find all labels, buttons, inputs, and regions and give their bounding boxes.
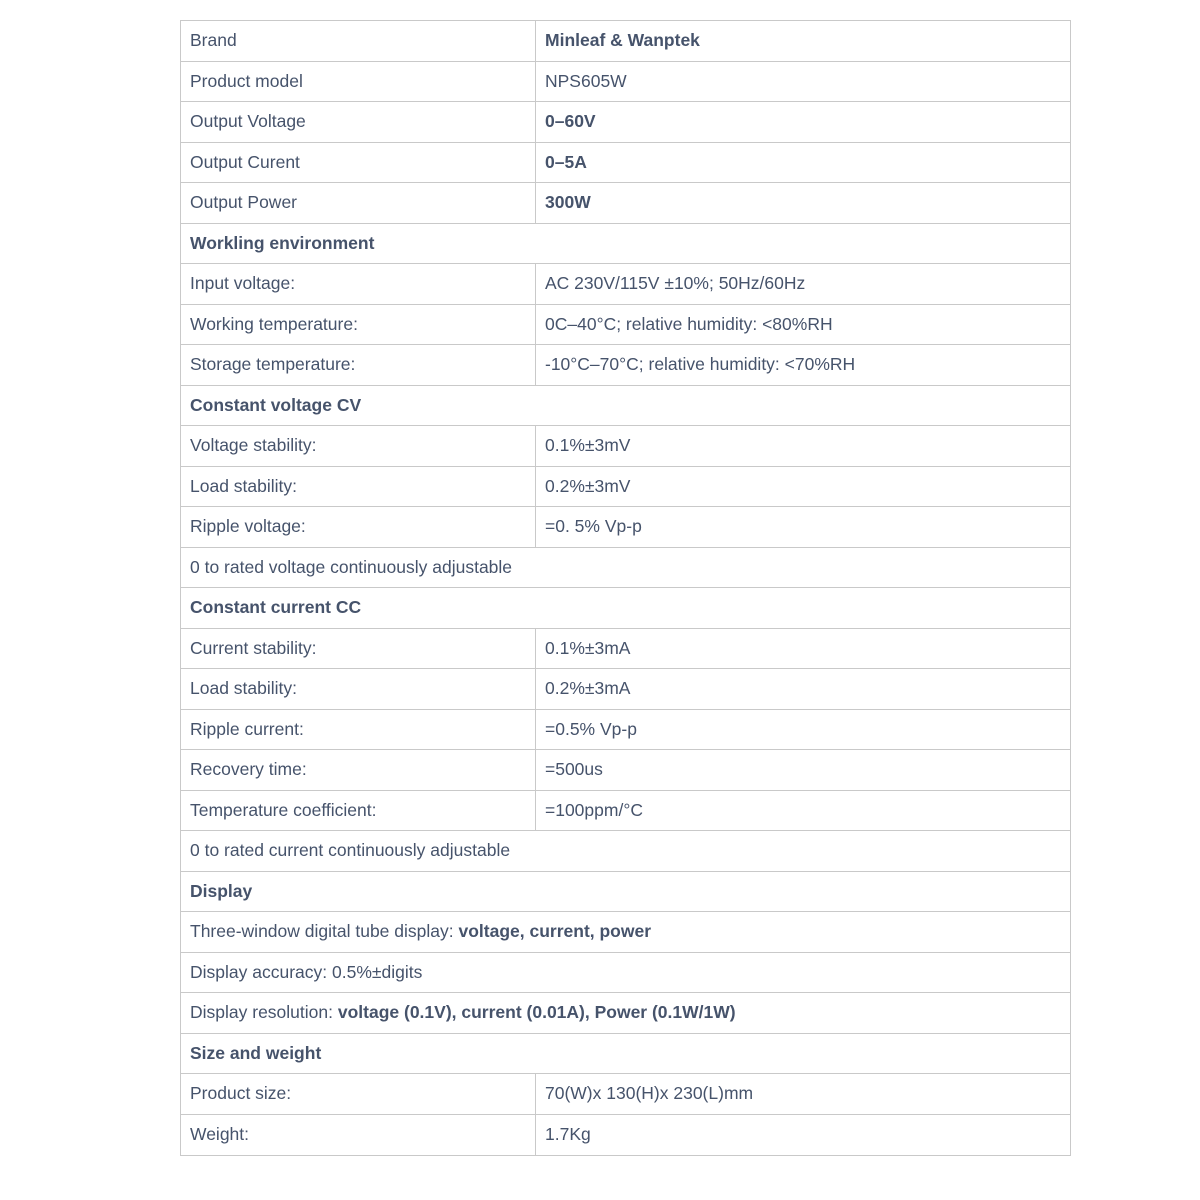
- spec-row: [181, 183, 1070, 224]
- spec-label: Output Curent: [181, 143, 536, 183]
- spec-label: Brand: [181, 21, 536, 61]
- spec-value: 70(W)x 130(H)x 230(L)mm: [545, 1083, 754, 1104]
- note-text-plain: 0 to rated current continuously adjustable: [190, 840, 511, 861]
- note-text: [181, 831, 1070, 871]
- spec-row: [181, 791, 1070, 832]
- spec-value: 0.2%±3mA: [545, 678, 631, 699]
- spec-row: [181, 629, 1070, 670]
- spec-label: Working temperature:: [181, 305, 536, 345]
- section-header-row: [181, 1034, 1070, 1075]
- spec-row: [181, 467, 1070, 508]
- spec-value: AC 230V/115V ±10%; 50Hz/60Hz: [545, 273, 806, 294]
- section-header-row: [181, 224, 1070, 265]
- section-header-row: [181, 588, 1070, 629]
- spec-label: Output Power: [181, 183, 536, 223]
- spec-value: 0.1%±3mV: [545, 435, 631, 456]
- spec-label: Product model: [181, 62, 536, 102]
- section-header-label: Display: [190, 880, 253, 901]
- spec-value: 1.7Kg: [545, 1124, 591, 1145]
- section-header-row: [181, 386, 1070, 427]
- spec-label: Output Voltage: [181, 102, 536, 142]
- section-header-row: [181, 872, 1070, 913]
- spec-label: Current stability:: [181, 629, 536, 669]
- note-text-plain: Display resolution:: [190, 1002, 338, 1023]
- note-text-plain: 0 to rated voltage continuously adjustable: [190, 556, 513, 577]
- spec-label: Storage temperature:: [181, 345, 536, 385]
- spec-value: =100ppm/°C: [545, 799, 643, 820]
- note-row: [181, 831, 1070, 872]
- spec-row: [181, 345, 1070, 386]
- note-row: [181, 993, 1070, 1034]
- spec-row: [181, 710, 1070, 751]
- spec-value: NPS605W: [545, 70, 627, 91]
- spec-label: Load stability:: [181, 669, 536, 709]
- spec-label: Ripple voltage:: [181, 507, 536, 547]
- note-text: [181, 548, 1070, 588]
- spec-value: 300W: [545, 192, 591, 213]
- note-text-plain: Display accuracy: 0.5%±digits: [190, 961, 423, 982]
- spec-label: Temperature coefficient:: [181, 791, 536, 831]
- spec-row: [181, 669, 1070, 710]
- spec-value: 0–5A: [545, 151, 587, 172]
- spec-label: Product size:: [181, 1074, 536, 1114]
- spec-value: 0C–40°C; relative humidity: <80%RH: [545, 313, 833, 334]
- note-row: [181, 548, 1070, 589]
- note-text: [181, 993, 1070, 1033]
- spec-row: [181, 1074, 1070, 1115]
- spec-label: Voltage stability:: [181, 426, 536, 466]
- spec-row: [181, 750, 1070, 791]
- note-text: [181, 912, 1070, 952]
- spec-value: Minleaf & Wanptek: [545, 30, 700, 51]
- section-header-label: Constant current CC: [190, 597, 362, 618]
- spec-label: Recovery time:: [181, 750, 536, 790]
- section-header-label: Workling environment: [190, 232, 375, 253]
- spec-label: Weight:: [181, 1115, 536, 1156]
- spec-value: -10°C–70°C; relative humidity: <70%RH: [545, 354, 856, 375]
- note-row: [181, 953, 1070, 994]
- section-header-label: Size and weight: [190, 1042, 322, 1063]
- spec-value: 0–60V: [545, 111, 596, 132]
- note-text-bold: voltage, current, power: [458, 921, 652, 942]
- note-row: [181, 912, 1070, 953]
- note-text-plain: Three-window digital tube display:: [190, 921, 459, 942]
- spec-table: [180, 20, 1071, 1156]
- note-text: [181, 953, 1070, 993]
- spec-row: [181, 21, 1070, 62]
- spec-value: =0.5% Vp-p: [545, 718, 637, 739]
- spec-label: Load stability:: [181, 467, 536, 507]
- spec-row: [181, 305, 1070, 346]
- spec-row: [181, 1115, 1070, 1156]
- spec-row: [181, 143, 1070, 184]
- spec-value: =500us: [545, 759, 603, 780]
- note-text-bold: voltage (0.1V), current (0.01A), Power (0.1W/1W): [337, 1002, 736, 1023]
- spec-label: Input voltage:: [181, 264, 536, 304]
- spec-row: [181, 102, 1070, 143]
- spec-row: [181, 426, 1070, 467]
- spec-value: =0. 5% Vp-p: [545, 516, 642, 537]
- spec-row: [181, 507, 1070, 548]
- spec-row: [181, 62, 1070, 103]
- spec-value: 0.2%±3mV: [545, 475, 631, 496]
- section-header-label: Constant voltage CV: [190, 394, 362, 415]
- spec-label: Ripple current:: [181, 710, 536, 750]
- spec-value: 0.1%±3mA: [545, 637, 631, 658]
- spec-row: [181, 264, 1070, 305]
